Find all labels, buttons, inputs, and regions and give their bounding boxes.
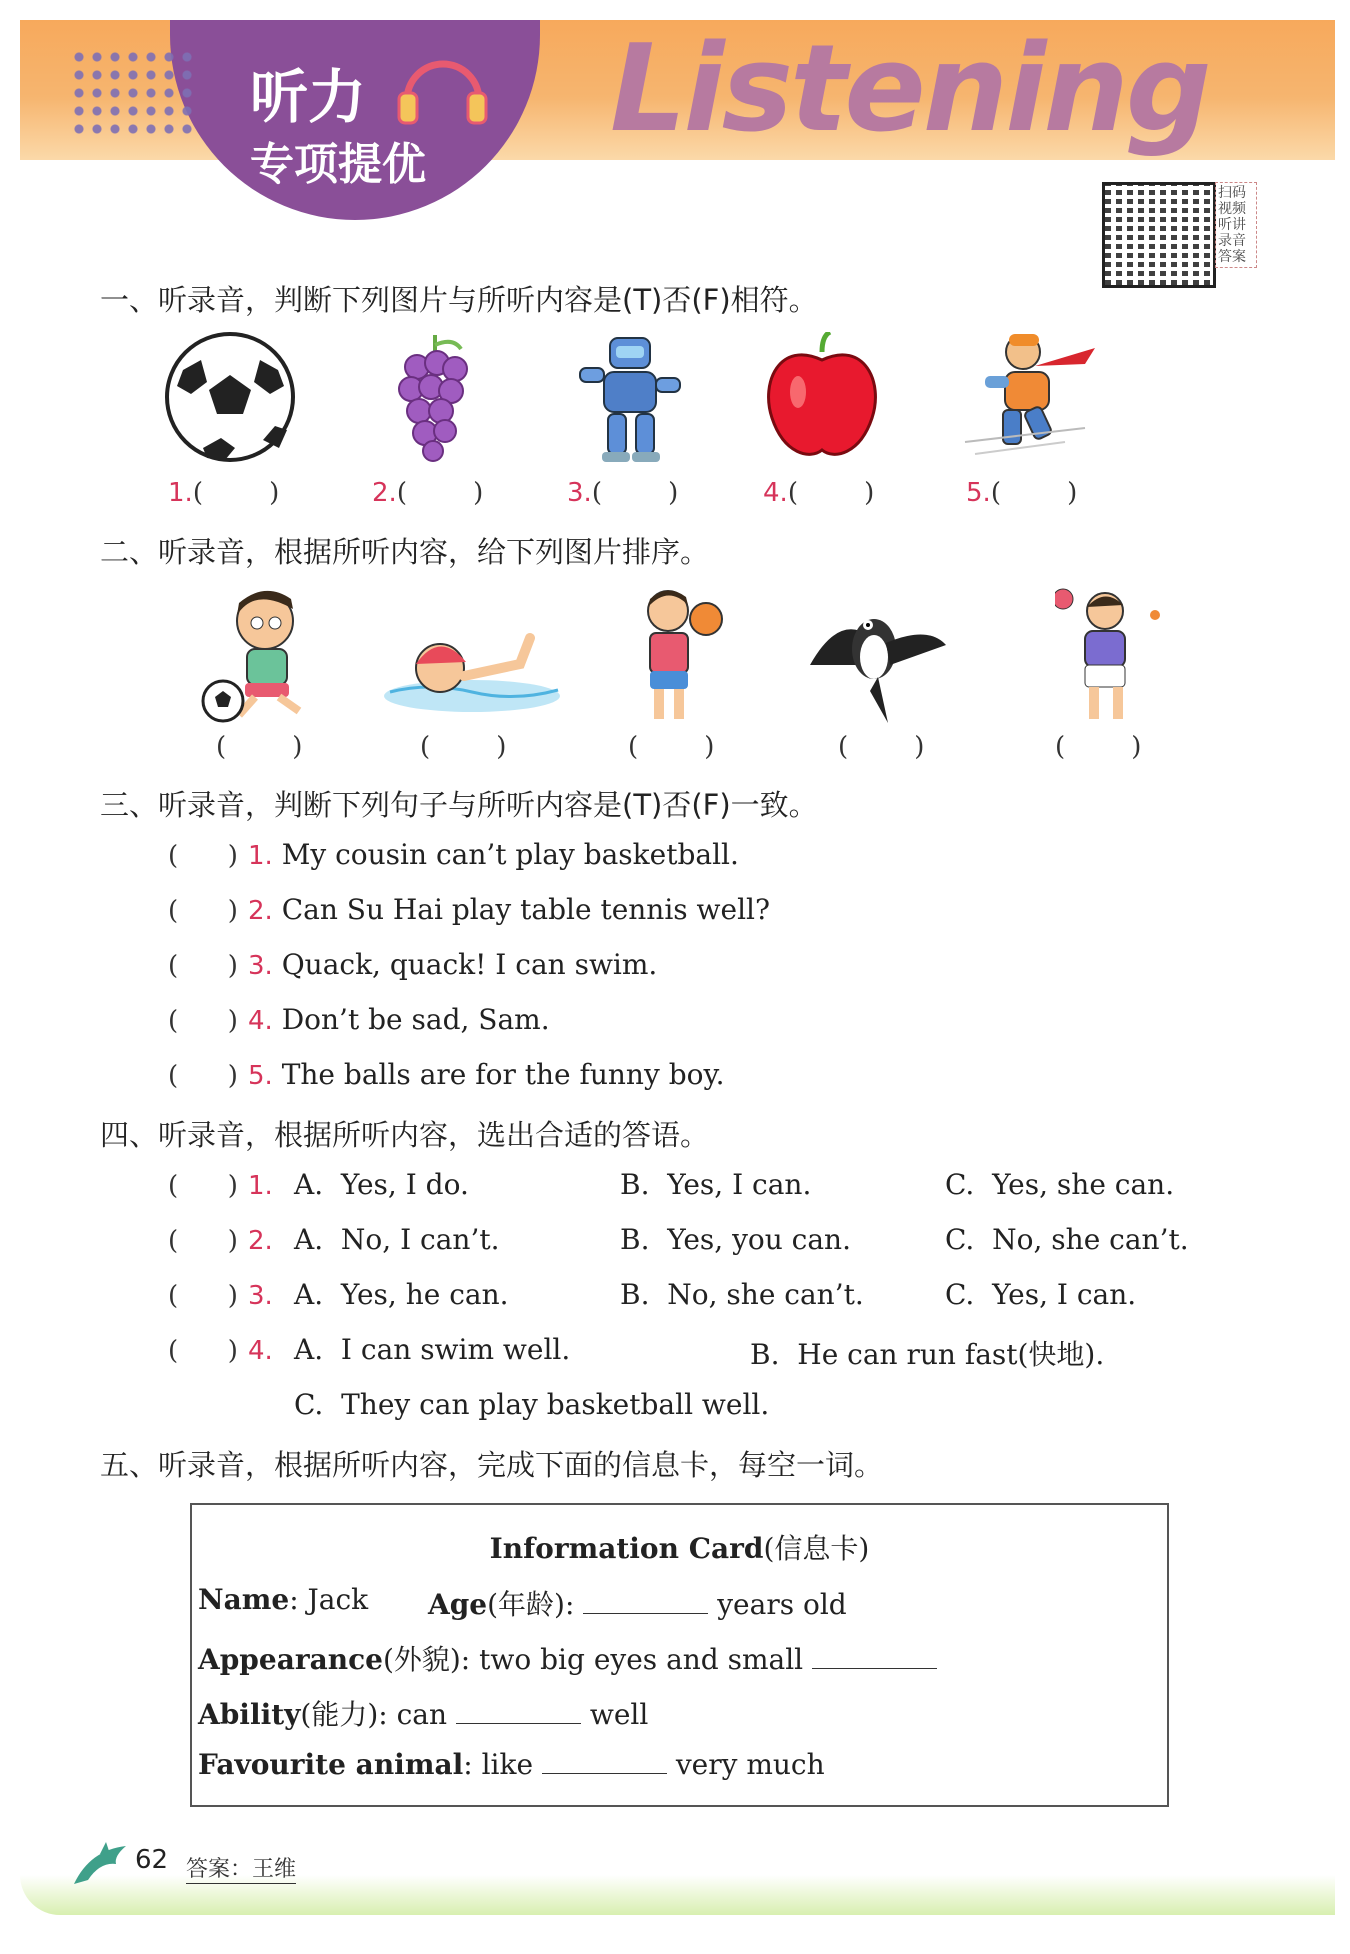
option-b[interactable]: B. He can run fast(快地). (750, 1338, 1105, 1371)
title-cn-main: 听力 (250, 63, 367, 131)
title-cn-sub: 专项提优 (250, 139, 426, 190)
qr-caption: 扫码 视频 听讲 录音 答案 (1215, 182, 1257, 268)
choice-row: ( ) 3. A. Yes, he can. B. No, she can’t. C. Yes, I can. (168, 1278, 1137, 1311)
option-a[interactable]: A. I can swim well. (294, 1333, 571, 1366)
answer-blank[interactable]: ( ) (591, 478, 679, 508)
order-blank[interactable]: ( ) (420, 732, 507, 762)
answer-blank[interactable]: ( ) (168, 1281, 238, 1311)
section2-heading: 二、听录音，根据所听内容，给下列图片排序。 (100, 535, 710, 569)
order-blank[interactable]: ( ) (216, 732, 303, 762)
tf-sentence: ( ) 5. The balls are for the funny boy. (168, 1058, 725, 1091)
choice-row: ( ) 1. A. Yes, I do. B. Yes, I can. C. Yes, she can. (168, 1168, 1175, 1201)
option-a[interactable]: A. Yes, I do. (294, 1168, 469, 1201)
robot-icon (570, 330, 690, 469)
answer-blank[interactable]: ( ) (990, 478, 1078, 508)
section1-heading: 一、听录音，判断下列图片与所听内容是(T)否(F)相符。 (100, 283, 818, 317)
tf-sentence: ( ) 3. Quack, quack! I can swim. (168, 948, 658, 981)
card-row-animal: Favourite animal: like very much (198, 1748, 825, 1781)
grapes-icon (395, 333, 475, 467)
option-c[interactable]: C. Yes, she can. (945, 1168, 1175, 1201)
option-a[interactable]: A. Yes, he can. (294, 1278, 509, 1311)
ability-blank[interactable] (456, 1699, 581, 1724)
order-blank[interactable]: ( ) (628, 732, 715, 762)
tf-sentence: ( ) 2. Can Su Hai play table tennis well? (168, 893, 771, 926)
age-blank[interactable] (583, 1589, 708, 1614)
apple-icon (760, 332, 885, 466)
option-b[interactable]: B. Yes, I can. (620, 1168, 812, 1201)
choice-row: ( ) 2. A. No, I can’t. B. Yes, you can. C. No, she can’t. (168, 1223, 1189, 1256)
dot-pattern (70, 48, 200, 138)
option-c[interactable]: C. Yes, I can. (945, 1278, 1137, 1311)
option-b[interactable]: B. Yes, you can. (620, 1223, 851, 1256)
card-row-ability: Ability(能力): can well (198, 1698, 649, 1731)
answer-blank[interactable]: ( ) (787, 478, 875, 508)
option-c[interactable]: C. No, she can’t. (945, 1223, 1189, 1256)
card-row-name: Name: Jack (198, 1583, 369, 1616)
soccer-ball-icon (163, 330, 298, 469)
tf-sentence: ( ) 4. Don’t be sad, Sam. (168, 1003, 550, 1036)
skater-icon (945, 330, 1105, 469)
bird-icon (808, 595, 948, 729)
section5-heading: 五、听录音，根据所听内容，完成下面的信息卡，每空一词。 (100, 1448, 884, 1482)
option-b[interactable]: B. No, she can’t. (620, 1278, 864, 1311)
order-blank[interactable]: ( ) (1055, 732, 1142, 762)
appearance-blank[interactable] (812, 1644, 937, 1669)
card-title: Information Card(信息卡) (489, 1532, 870, 1565)
answer-item: 3.( ) (567, 478, 679, 508)
answer-blank[interactable]: ( ) (192, 478, 280, 508)
answer-note: 答案：王维 (186, 1852, 296, 1884)
information-card (190, 1503, 1169, 1807)
answer-item: 1.( ) (168, 478, 280, 508)
boy-table-tennis-icon (1055, 585, 1165, 734)
section3-heading: 三、听录音，判断下列句子与所听内容是(T)否(F)一致。 (100, 788, 818, 822)
answer-blank[interactable]: ( ) (168, 951, 238, 981)
animal-blank[interactable] (542, 1749, 667, 1774)
answer-blank[interactable]: ( ) (168, 896, 238, 926)
title-en: Listening (610, 20, 1209, 159)
option-c[interactable]: C. They can play basketball well. (294, 1388, 770, 1421)
tf-sentence: ( ) 1. My cousin can’t play basketball. (168, 838, 739, 871)
boy-football-icon (195, 585, 345, 729)
boy-swimming-icon (380, 620, 565, 724)
answer-blank[interactable]: ( ) (168, 1336, 238, 1366)
answer-blank[interactable]: ( ) (396, 478, 484, 508)
answer-item: 2.( ) (372, 478, 484, 508)
page-number: 62 (135, 1845, 169, 1875)
dolphin-icon (70, 1840, 130, 1894)
order-blank[interactable]: ( ) (838, 732, 925, 762)
card-row-age: Age(年龄): years old (428, 1588, 847, 1621)
headphones-icon (395, 45, 490, 134)
section4-heading: 四、听录音，根据所听内容，选出合适的答语。 (100, 1118, 710, 1152)
answer-blank[interactable]: ( ) (168, 1006, 238, 1036)
option-a[interactable]: A. No, I can’t. (294, 1223, 500, 1256)
answer-blank[interactable]: ( ) (168, 841, 238, 871)
answer-blank[interactable]: ( ) (168, 1061, 238, 1091)
answer-item: 4.( ) (763, 478, 875, 508)
choice-row: ( ) 4. A. I can swim well. B. He can run fast(快地). (168, 1333, 1105, 1371)
answer-blank[interactable]: ( ) (168, 1226, 238, 1256)
card-row-appearance: Appearance(外貌): two big eyes and small (198, 1638, 937, 1678)
boy-basketball-icon (628, 585, 728, 734)
answer-item: 5.( ) (966, 478, 1078, 508)
answer-blank[interactable]: ( ) (168, 1171, 238, 1201)
qr-code[interactable] (1102, 182, 1216, 288)
